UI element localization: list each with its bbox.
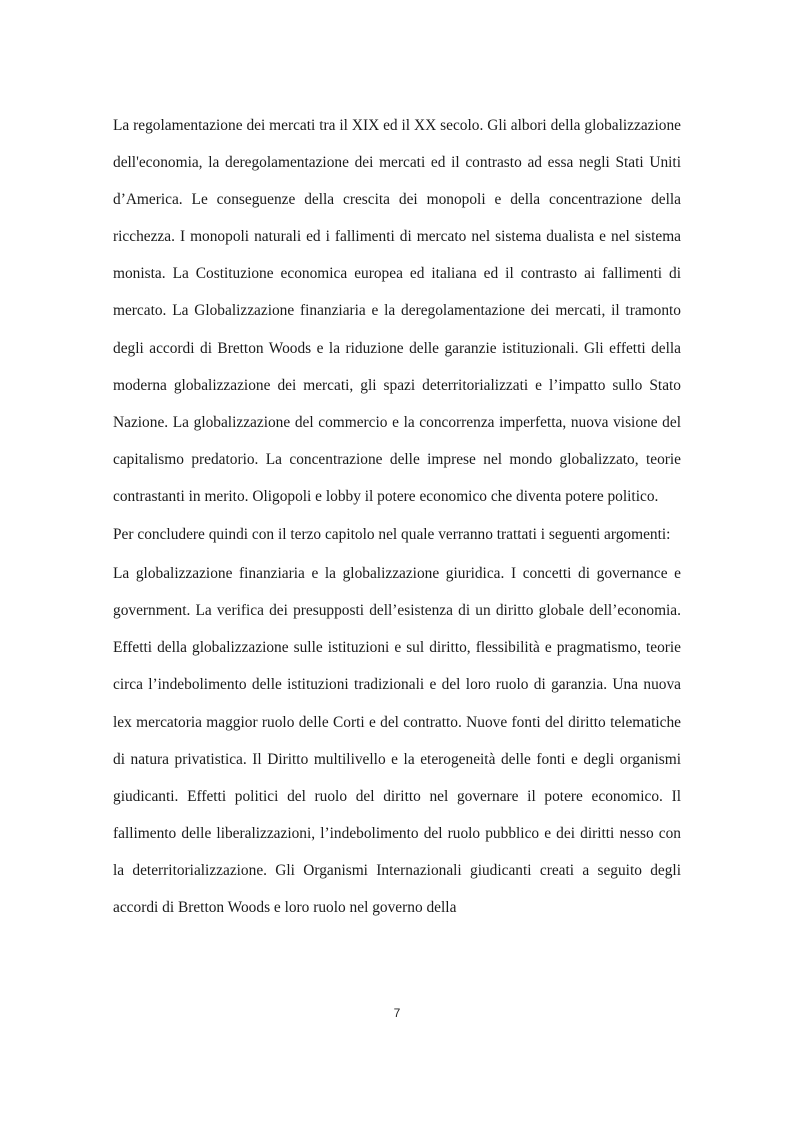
paragraph-third: La globalizzazione finanziaria e la globalizzazione giuridica. I concetti di governance e government. La verifica dei presupposti dell’esistenza di un diritto globale dell’economia. Effetti della globalizzazione sulle istituzioni e sul diritto, flessibilità e pragmatismo, teorie circa l’indebolimento delle istituzioni tradizionali e del loro ruolo di garanzia. Una nuova lex mercatoria maggior ruolo delle Corti e del contratto. Nuove fonti del diritto telematiche di natura privatistica. Il Diritto multilivello e la eterogeneità delle fonti e degli organismi giudicanti. Effetti politici del ruolo del diritto nel governare il potere economico. Il fallimento delle liberalizzazioni, l’indebolimento del ruolo pubblico e dei diritti nesso con la deterritorializzazione. Gli Organismi Internazionali giudicanti creati a seguito degli accordi di Bretton Woods e loro ruolo nel governo della	[113, 565, 681, 916]
paragraph-intro-chapter-three: Per concludere quindi con il terzo capitolo nel quale verranno trattati i seguenti argomenti:	[113, 526, 671, 544]
page-number: 7	[393, 1006, 401, 1020]
body-text	[113, 107, 681, 926]
paragraph-first: La regolamentazione dei mercati tra il XIX ed il XX secolo. Gli albori della globalizzazione dell'economia, la deregolamentazione dei mercati ed il contrasto ad essa negli Stati Uniti d’America. Le conseguenze della crescita dei monopoli e della concentrazione della ricchezza. I monopoli naturali ed i fallimenti di mercato nel sistema dualista e nel sistema monista. La Costituzione economica europea ed italiana ed il contrasto ai fallimenti di mercato. La Globalizzazione finanziaria e la deregolamentazione dei mercati, il tramonto degli accordi di Bretton Woods e la riduzione delle garanzie istituzionali. Gli effetti della moderna globalizzazione dei mercati, gli spazi deterritorializzati e l’impatto sullo Stato Nazione. La globalizzazione del commercio e la concorrenza imperfetta, nuova visione del capitalismo predatorio. La concentrazione delle imprese nel mondo globalizzato, teorie contrastanti in merito. Oligopoli e lobby il potere economico che diventa potere politico.	[113, 117, 681, 505]
